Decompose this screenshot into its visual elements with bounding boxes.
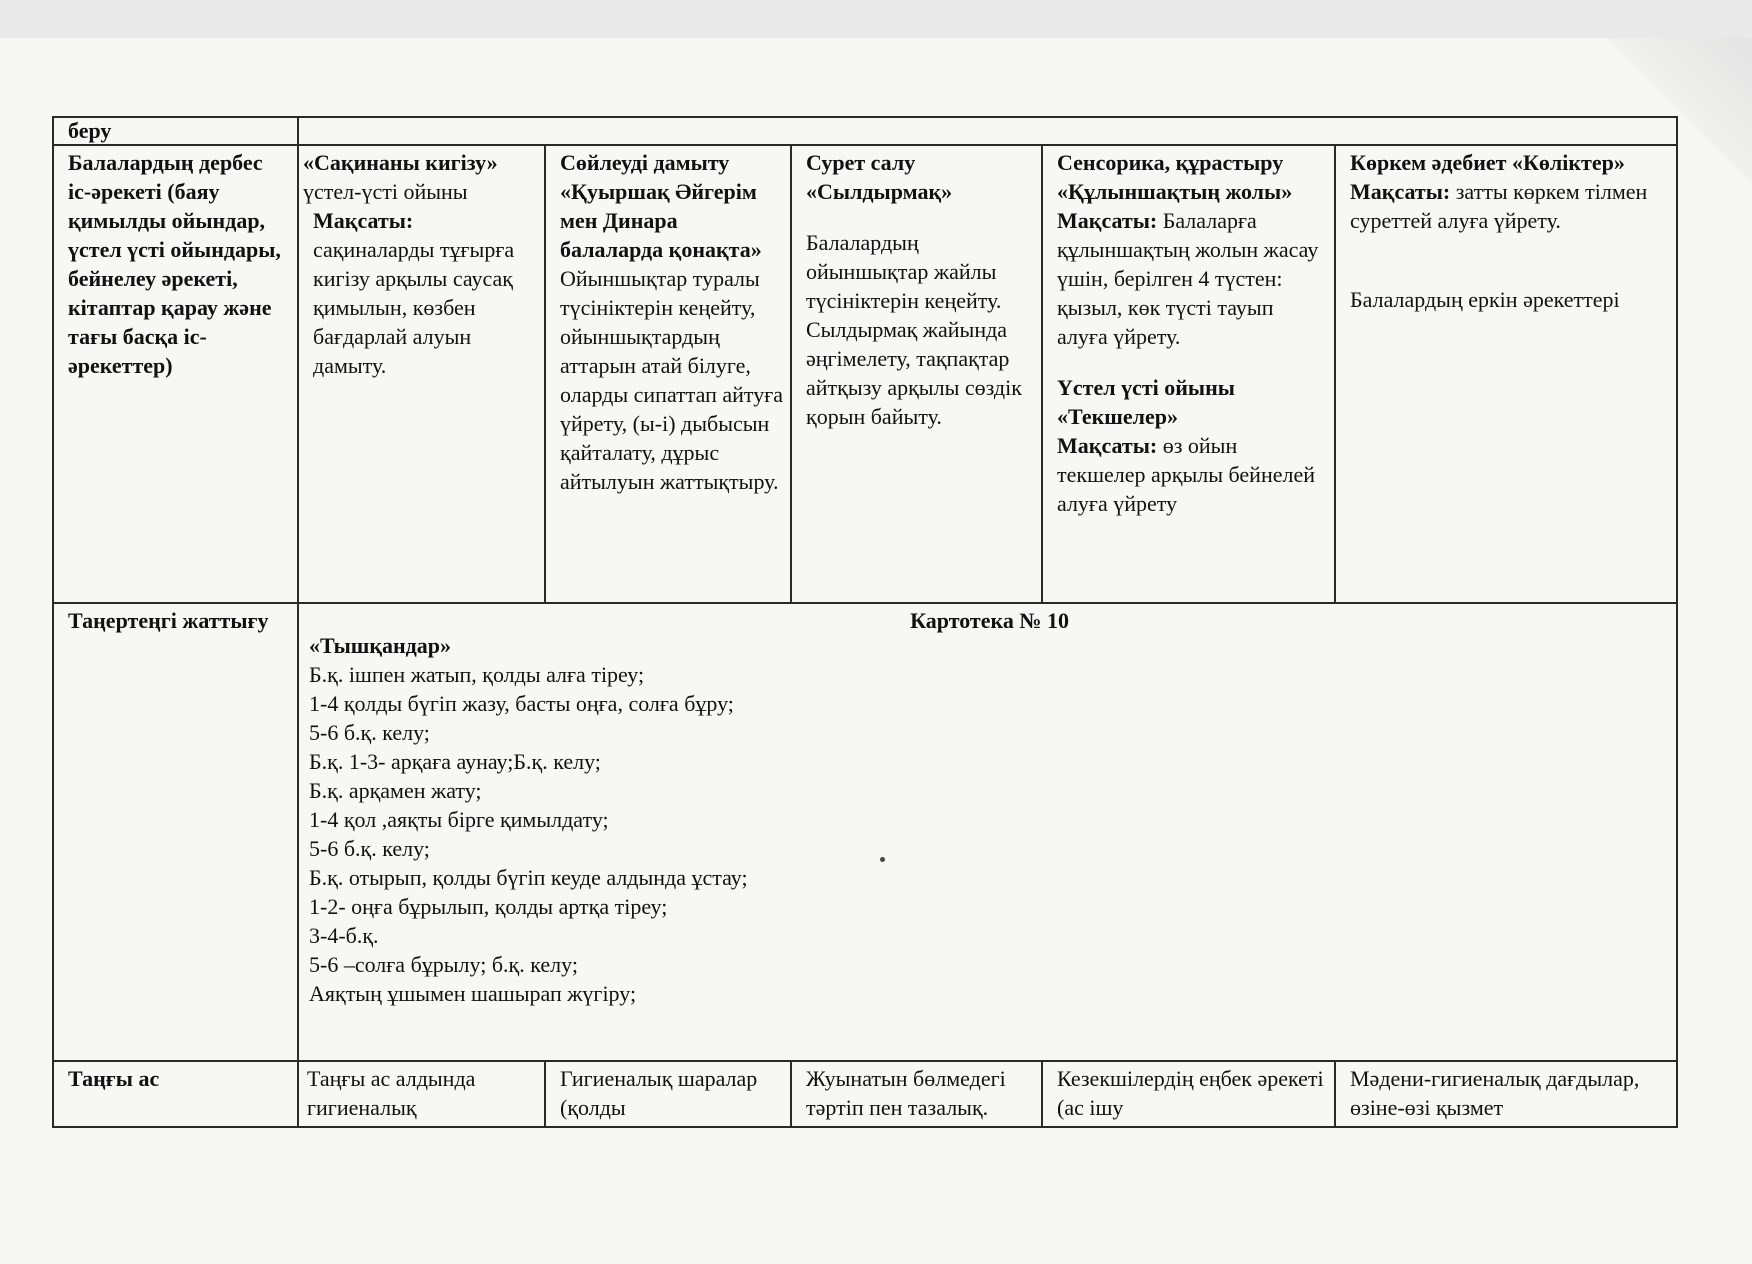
table-row-independent-activity: [53, 145, 1677, 603]
exercise-lines: [309, 660, 1670, 1008]
exercise-line: Б.қ. арқамен жату;: [309, 778, 482, 803]
goal-label: Мақсаты:: [1057, 208, 1158, 233]
cell-title: Сурет салу «Сылдырмақ»: [806, 150, 953, 204]
goal-label-2: Мақсаты:: [1057, 433, 1158, 458]
cell-breakfast-4: Кезекшілердің еңбек әрекеті (ас ішу: [1042, 1061, 1335, 1127]
goal-text: затты көркем тілмен суреттей алуға үйрету.: [1350, 179, 1648, 233]
goal-text: Балаларға құлыншақтың жолын жасау үшін, берілген 4 түстен: қызыл, көк түсті тауып алуға үйрету.: [1057, 208, 1319, 349]
goal-text-2: өз ойын текшелер арқылы бейнелей алуға үйрету: [1057, 433, 1316, 516]
cell-breakfast-3: Жуынатын бөлмедегі тәртіп пен тазалық.: [791, 1061, 1042, 1127]
cell-title: Сөйлеуді дамыту «Қуыршақ Әйгерім мен Динара балаларда қонақта»: [560, 150, 762, 262]
goal-label: Мақсаты:: [313, 208, 414, 233]
exercise-line: 5-6 б.қ. келу;: [309, 836, 430, 861]
cell-ring-game: [298, 145, 545, 603]
cell-breakfast-2: Гигиеналық шаралар (қолды: [545, 1061, 791, 1127]
exercise-line: 1-4 қолды бүгіп жазу, басты оңға, солға бұру;: [309, 691, 734, 716]
cell-subtitle: үстел-үсті ойыны: [303, 179, 468, 204]
cell-title-2: Үстел үсті ойыны «Текшелер»: [1057, 375, 1235, 429]
table-row-morning-exercise: [53, 603, 1677, 1061]
cell-text: Балалардың еркін әрекеттері: [1350, 287, 1620, 312]
row-label-morning-exercise: Таңертеңгі жаттығу: [53, 603, 298, 1061]
exercise-title: «Тышқандар»: [309, 633, 452, 658]
row-label-beru: беру: [53, 117, 298, 145]
cell-literature: [1335, 145, 1677, 603]
schedule-table: [52, 116, 1678, 1128]
exercise-line: Аяқтың ұшымен шашырап жүгіру;: [309, 981, 637, 1006]
card-number: Картотека № 10: [910, 608, 1069, 633]
row-label-breakfast: Таңғы ас: [53, 1061, 298, 1127]
exercise-line: 1-4 қол ,аяқты бірге қимылдату;: [309, 807, 609, 832]
table-row-breakfast: [53, 1061, 1677, 1127]
cell-empty: [298, 117, 1677, 145]
exercise-line: Б.қ. 1-3- арқаға аунау;Б.қ. келу;: [309, 749, 601, 774]
cell-title: Көркем әдебиет «Көліктер»: [1350, 150, 1625, 175]
exercise-line: Б.қ. ішпен жатып, қолды алға тіреу;: [309, 662, 645, 687]
cell-title: «Сақинаны кигізу»: [303, 150, 498, 175]
exercise-line: 5-6 –солға бұрылу; б.қ. келу;: [309, 952, 578, 977]
exercise-line: Б.қ. отырып, қолды бүгіп кеуде алдында ұстау;: [309, 865, 748, 890]
row-label-independent-activity: Балалардың дербес іс-әрекеті (баяу қимылды ойындар, үстел үсті ойындары, бейнелеу әрекеті, кітаптар қарау және тағы басқа іс-әрекеттер): [53, 145, 298, 603]
cell-text: Балалардың ойыншықтар жайлы түсініктерін кеңейту. Сылдырмақ жайында әңгімелету, тақпақтар айтқызу арқылы сөздік қорын байыту.: [806, 230, 1022, 429]
table-row-beru: [53, 117, 1677, 145]
ink-dot: [880, 857, 885, 862]
cell-title: Сенсорика, құрастыру «Құлыншақтың жолы»: [1057, 150, 1293, 204]
cell-exercise: [298, 603, 1677, 1061]
cell-breakfast-1: Таңғы ас алдында гигиеналық: [298, 1061, 545, 1127]
goal-text: сақиналарды тұғырға кигізу арқылы саусақ қимылын, көзбен бағдарлай алуын дамыту.: [313, 237, 515, 378]
cell-drawing: [791, 145, 1042, 603]
cell-text: Ойыншықтар туралы түсініктерін кеңейту, ойыншықтардың аттарын атай білуге, оларды сипаттап айтуға үйрету, (ы-і) дыбысын қайталату, дұрыс айтылуын жаттықтыру.: [560, 266, 784, 494]
exercise-line: 5-6 б.қ. келу;: [309, 720, 430, 745]
goal-label: Мақсаты:: [1350, 179, 1451, 204]
cell-sensorics: [1042, 145, 1335, 603]
exercise-line: 1-2- оңға бұрылып, қолды артқа тіреу;: [309, 894, 668, 919]
cell-breakfast-5: Мәдени-гигиеналық дағдылар, өзіне-өзі қызмет: [1335, 1061, 1677, 1127]
cell-speech-development: [545, 145, 791, 603]
exercise-line: 3-4-б.қ.: [309, 923, 379, 948]
